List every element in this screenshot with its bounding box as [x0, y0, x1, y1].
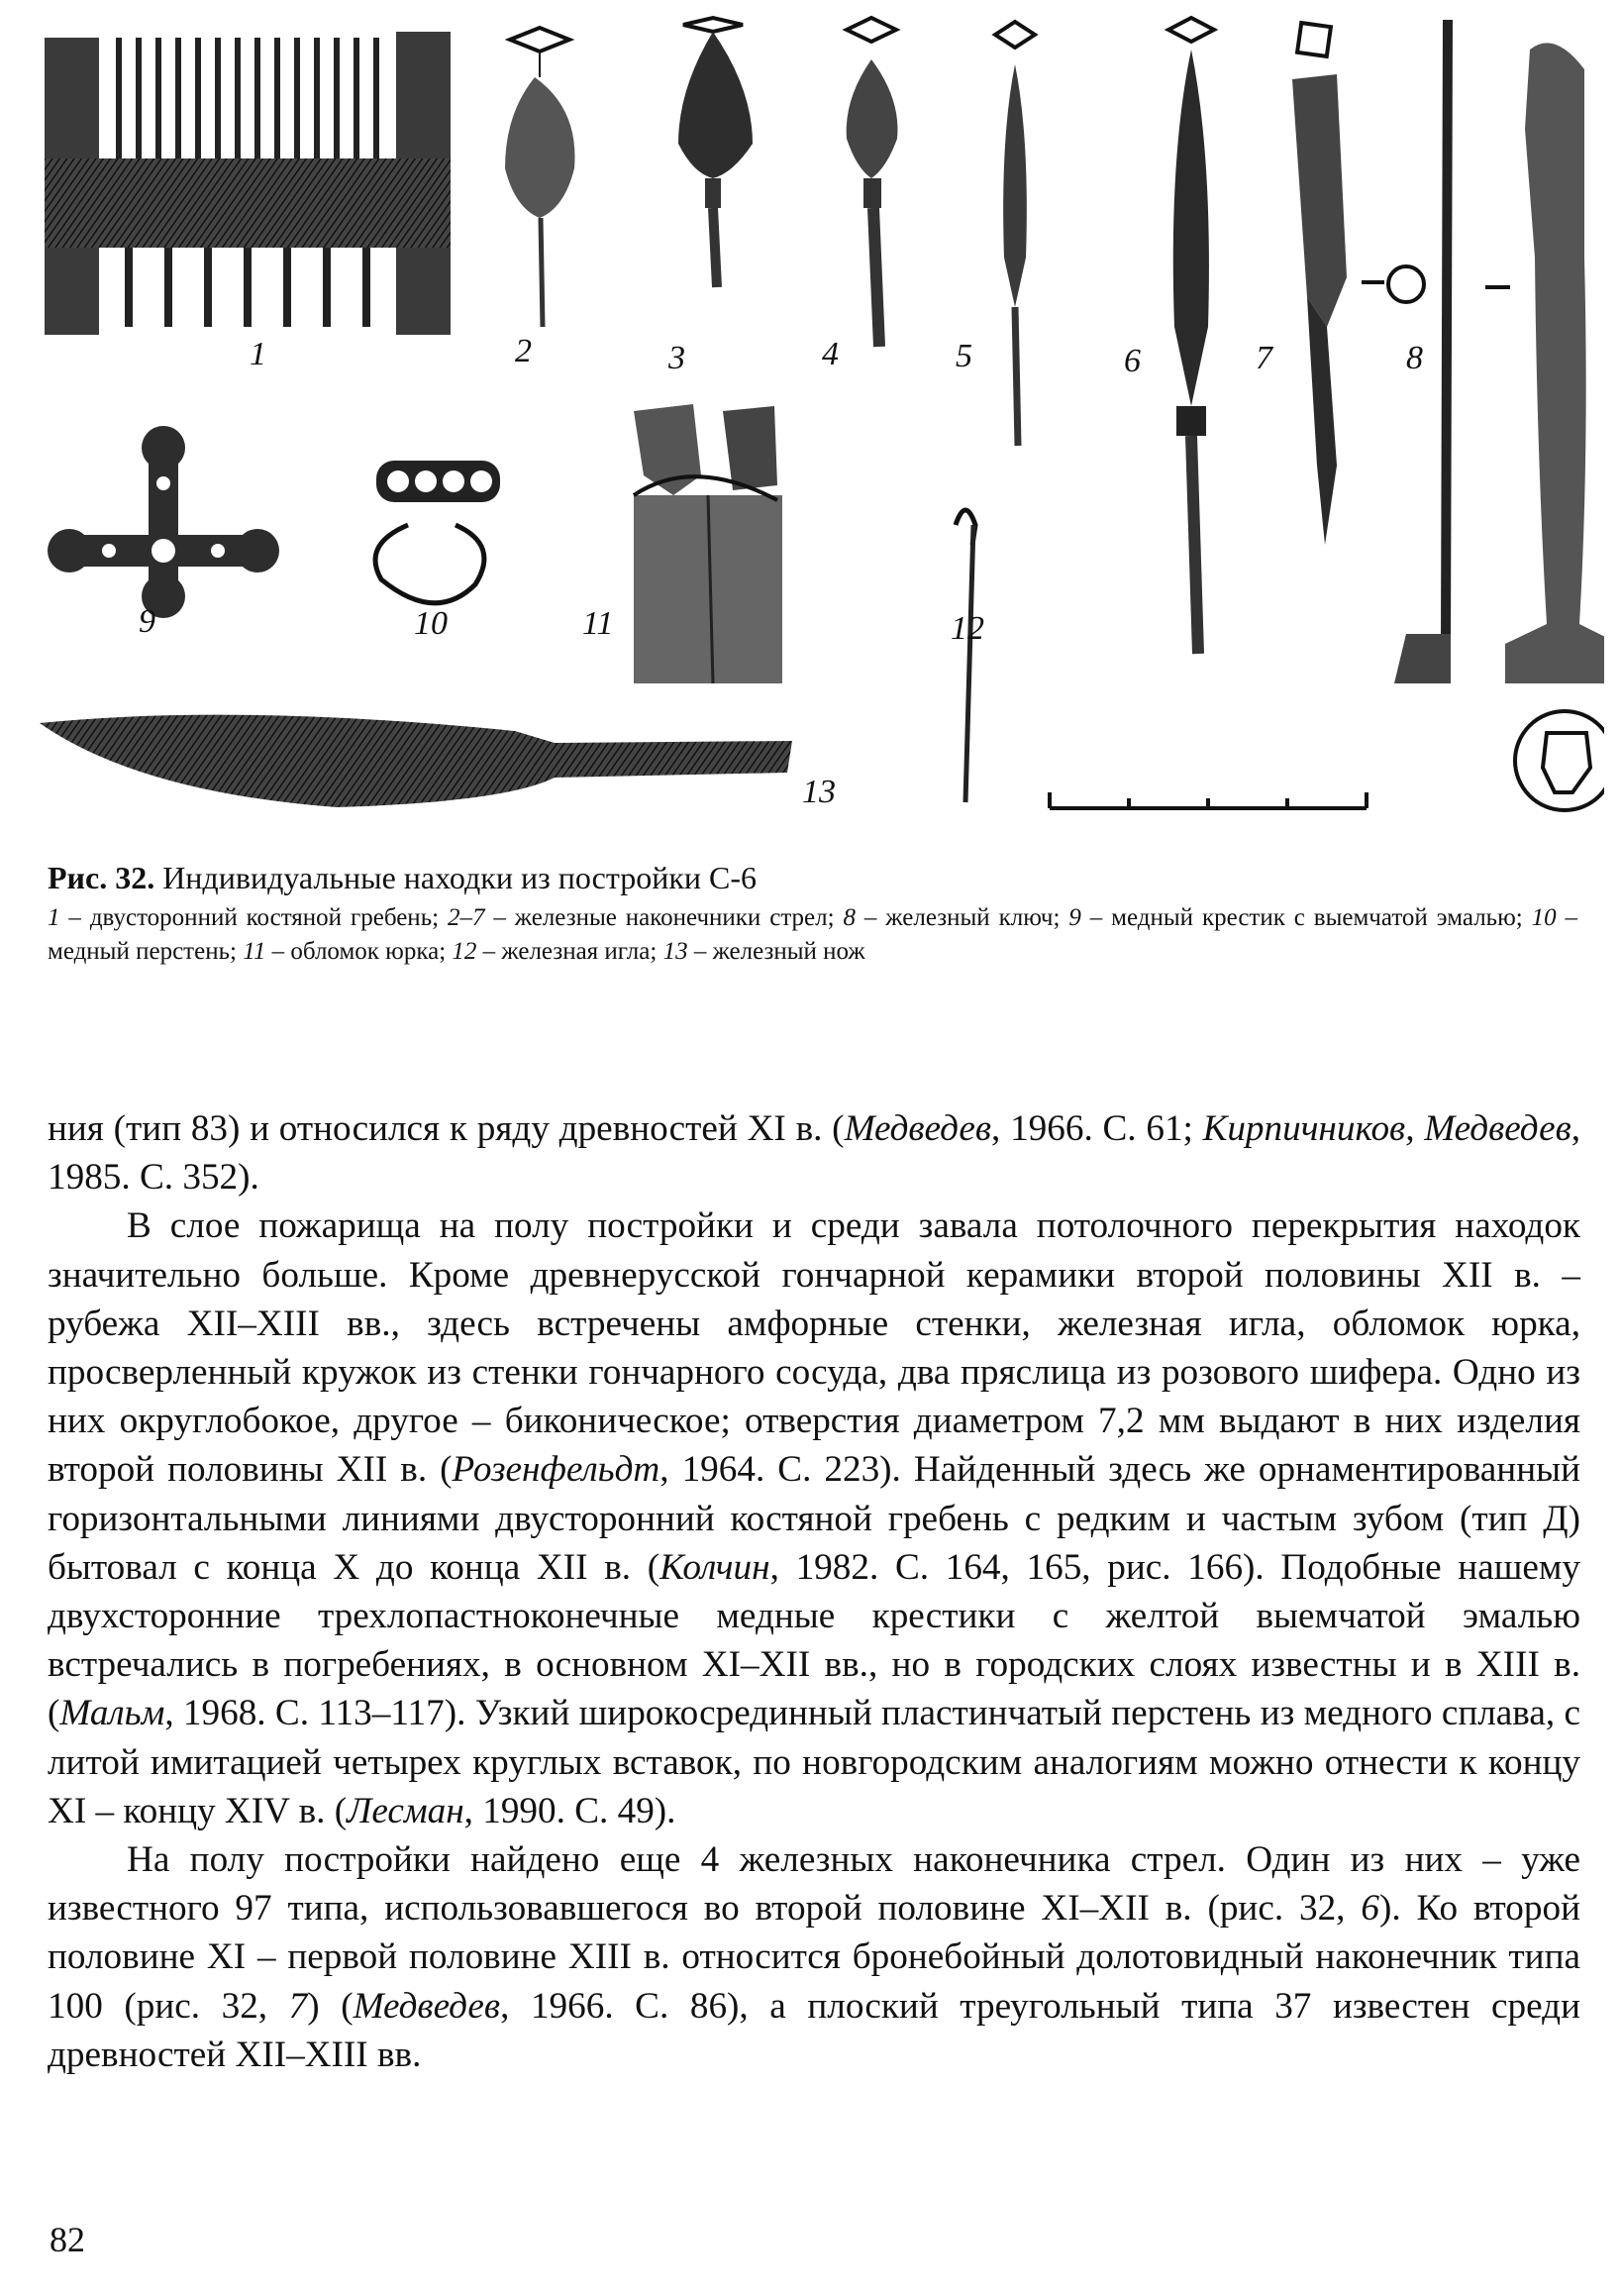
caption-item-text: – железная игла;	[476, 938, 663, 965]
arrowhead-5-drawing	[995, 22, 1035, 446]
caption-item-text: – железные наконечники стрел;	[484, 904, 844, 931]
figure-label-2: 2	[515, 333, 532, 369]
text-run: ). Ко второй половине XI – первой половине XIII в. относится бронебойный долотовидный наконечник типа 100 (рис. 32,	[48, 1888, 1580, 2027]
text-run: В слое пожарища на полу постройки и среди завала потолочного перекрытия находок значительно больше. Кроме древнерусской гончарной керамики второй половины XII в. – рубежа XII–XIII вв., здесь встречены амфорные стенки, железная игла, обломок юрка, просверленный кружок из стенки гончарного сосуда, два пряслица из розового шифера. Одно из них округлобокое, другое – биконическое; отверстия диаметром 7,2 мм выдают в них изделия второй половины XII в. (	[48, 1205, 1580, 1491]
arrowhead-2-drawing	[505, 28, 575, 327]
caption-item-number: 9	[1068, 904, 1081, 931]
caption-title-line	[48, 858, 1577, 897]
citation-author: Кирпичников, Медведев	[1202, 1108, 1571, 1149]
text-run: , 1990. С. 49).	[463, 1790, 676, 1831]
text-run: , 1985. С. 352).	[48, 1108, 1581, 1199]
key-drawing	[1394, 20, 1604, 810]
text-run: ния (тип 83) и относился к ряду древностей XI в. (	[48, 1108, 845, 1149]
arrowhead-7-drawing	[1292, 23, 1424, 545]
figure-label-12: 12	[951, 610, 984, 647]
citation-author: Медведев	[353, 1985, 501, 2027]
text-run: , 1966. С. 61;	[991, 1108, 1203, 1149]
knife-drawing	[40, 715, 792, 807]
caption-item-number: 2–7	[447, 904, 485, 931]
caption-item-number: 11	[243, 938, 266, 965]
scale-bar	[1050, 792, 1367, 808]
figure-label-1: 1	[250, 336, 266, 372]
text-run: , 1968. С. 113–117). Узкий широкосрединный пластинчатый перстень из медного сплава, с литой имитацией четырех круглых вставок, по новгородским аналогиям можно отнести к концу XI – концу XIV в. (	[48, 1693, 1580, 1831]
caption-legend	[48, 901, 1577, 969]
citation-author: 7	[288, 1985, 308, 2027]
figure-label-10: 10	[414, 605, 448, 642]
citation-author: Лесман	[347, 1790, 464, 1831]
figure-label-13: 13	[802, 774, 836, 810]
caption-item-text: – обломок юрка;	[265, 938, 453, 965]
caption-item-text: – медный крестик с выемчатой эмалью;	[1080, 904, 1532, 931]
citation-author: Розенфельдт	[452, 1449, 660, 1491]
text-run: ) (	[307, 1985, 354, 2027]
paragraph-3	[48, 1835, 1580, 2079]
citation-author: 6	[1361, 1888, 1379, 1930]
figure-label-7: 7	[1256, 340, 1272, 376]
figure-label-9: 9	[139, 603, 155, 640]
caption-item-text: – двусторонний костяной гребень;	[59, 904, 448, 931]
cross-drawing	[48, 426, 279, 618]
yurk-fragment-drawing	[634, 404, 782, 683]
arrowhead-6-drawing	[1168, 18, 1214, 654]
text-run: , 1964. С. 223). Найденный здесь же орнаментированный горизонтальными линиями двусторонний костяной гребень с редким и частым зубом (тип Д) бытовал с конца X до конца XII в. (	[48, 1449, 1580, 1588]
caption-item-text: – железный ключ;	[855, 904, 1069, 931]
text-run: На полу постройки найдено еще 4 железных наконечника стрел. Один из них – уже известного 97 типа, использовавшегося во второй половине XI–XII в. (рис. 32,	[48, 1839, 1580, 1930]
main-text	[48, 1104, 1580, 2079]
text-run: , 1982. С. 164, 165, рис. 166). Подобные нашему двухсторонние трехлопастноконечные медные крестики с желтой выемчатой эмалью встречались в погребениях, в основном XI–XII вв., но в городских слоях известны и в XIII в. (	[48, 1546, 1580, 1734]
figure-drawing	[40, 10, 1604, 842]
figure-label-3: 3	[668, 340, 685, 376]
caption-item-number: 8	[843, 904, 856, 931]
caption-item-number: 1	[48, 904, 60, 931]
figure-label-11: 11	[582, 605, 614, 642]
arrowhead-3-drawing	[678, 18, 753, 287]
arrowhead-4-drawing	[847, 18, 898, 347]
caption-item-text: – железный нож	[687, 938, 865, 965]
figure-32	[40, 10, 1604, 842]
paragraph-2	[48, 1201, 1580, 1835]
caption-item-number: 12	[452, 938, 477, 965]
figure-caption	[48, 858, 1577, 969]
citation-author: Мальм	[59, 1693, 165, 1734]
caption-item-text: – медный перстень;	[48, 904, 1578, 965]
needle-drawing	[956, 510, 975, 802]
caption-item-number: 13	[662, 938, 688, 965]
caption-label: Рис. 32.	[48, 860, 155, 895]
citation-author: Колчин	[659, 1546, 770, 1588]
figure-label-5: 5	[956, 338, 972, 374]
figure-label-4: 4	[822, 336, 839, 372]
comb-drawing	[45, 32, 451, 335]
caption-item-number: 10	[1531, 904, 1557, 931]
paragraph-1	[48, 1104, 1580, 1201]
figure-label-6: 6	[1124, 343, 1141, 379]
citation-author: Медведев	[844, 1108, 992, 1149]
page-number: 82	[50, 2220, 85, 2259]
ring-drawing	[375, 461, 500, 603]
caption-title: Индивидуальные находки из постройки С-6	[162, 860, 757, 895]
figure-label-8: 8	[1406, 340, 1423, 376]
text-run: , 1966. С. 86), а плоский треугольный типа 37 известен среди древностей XII–XIII вв.	[48, 1985, 1580, 2075]
